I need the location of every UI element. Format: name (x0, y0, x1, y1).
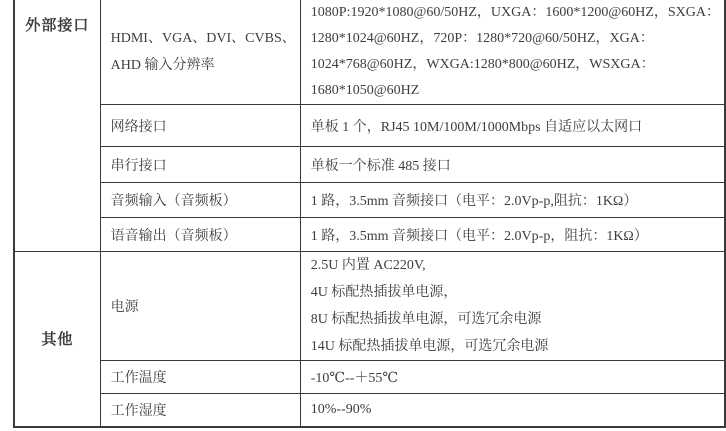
category-cell-external-interfaces (14, 0, 100, 252)
item-label: 语音输出（音频板） (110, 228, 237, 244)
item-label: 串行接口 (110, 158, 167, 174)
item-cell-operating-humidity (100, 394, 300, 427)
category-cell-others (14, 252, 100, 427)
item-label-line: HDMI、VGA、DVI、CVBS、 (110, 31, 296, 46)
item-label: 网络接口 (110, 119, 167, 135)
value-cell-network-interface (300, 105, 725, 147)
value-text: 单板 1 个，RJ45 10M/100M/1000Mbps 自适应以太网口 (310, 119, 643, 135)
item-cell-power-supply (100, 252, 300, 361)
value-text: 1 路，3.5mm 音频接口（电平：2.0Vp-p,阻抗：1KΩ） (310, 194, 638, 209)
value-line: 1280*1024@60HZ，720P：1280*720@60/50HZ，XGA： (310, 31, 654, 46)
value-cell-operating-temperature (300, 361, 725, 394)
table-row (14, 105, 725, 147)
table-row (14, 394, 725, 427)
value-cell-input-resolution (300, 0, 725, 105)
value-cell-audio-input (300, 183, 725, 218)
value-cell-serial-interface (300, 147, 725, 183)
item-label: 工作温度 (110, 371, 167, 386)
item-label: 工作湿度 (110, 403, 167, 419)
value-text: 10%--90% (310, 401, 372, 417)
value-line: 8U 标配热插拔单电源，可选冗余电源 (310, 312, 542, 327)
item-cell-input-resolution (100, 0, 300, 105)
value-text: 1 路，3.5mm 音频接口（电平：2.0Vp-p，阻抗：1KΩ） (310, 228, 648, 244)
value-cell-operating-humidity (300, 394, 725, 427)
value-line: 2.5U 内置 AC220V, (310, 258, 426, 273)
value-text: 单板一个标准 485 接口 (310, 158, 451, 174)
table-row (14, 218, 725, 252)
item-cell-network-interface (100, 105, 300, 147)
table-row (14, 0, 725, 105)
item-label-line: AHD 输入分辨率 (110, 58, 215, 73)
value-cell-voice-output (300, 218, 725, 252)
value-cell-power-supply (300, 252, 725, 361)
value-line: 1680*1050@60HZ (310, 83, 420, 98)
item-label: 电源 (110, 300, 139, 315)
table-row (14, 147, 725, 183)
category-label-external-interfaces: 外部接口 (25, 17, 90, 34)
value-line: 4U 标配热插拔单电源， (310, 285, 458, 300)
item-cell-audio-input (100, 183, 300, 218)
item-cell-voice-output (100, 218, 300, 252)
value-line: 1080P:1920*1080@60/50HZ，UXGA：1600*1200@60HZ，SXGA： (310, 5, 720, 20)
value-line: 1024*768@60HZ，WXGA:1280*800@60HZ，WSXGA： (310, 57, 655, 72)
category-label-others: 其他 (41, 331, 74, 349)
table-row (14, 183, 725, 218)
item-cell-operating-temperature (100, 361, 300, 394)
value-line: 14U 标配热插拔单电源，可选冗余电源 (310, 339, 549, 354)
item-label: 音频输入（音频板） (110, 194, 237, 209)
spec-table (13, 0, 726, 428)
table-row (14, 252, 725, 361)
item-cell-serial-interface (100, 147, 300, 183)
value-text: -10℃--＋55℃ (310, 371, 399, 386)
table-row (14, 361, 725, 394)
